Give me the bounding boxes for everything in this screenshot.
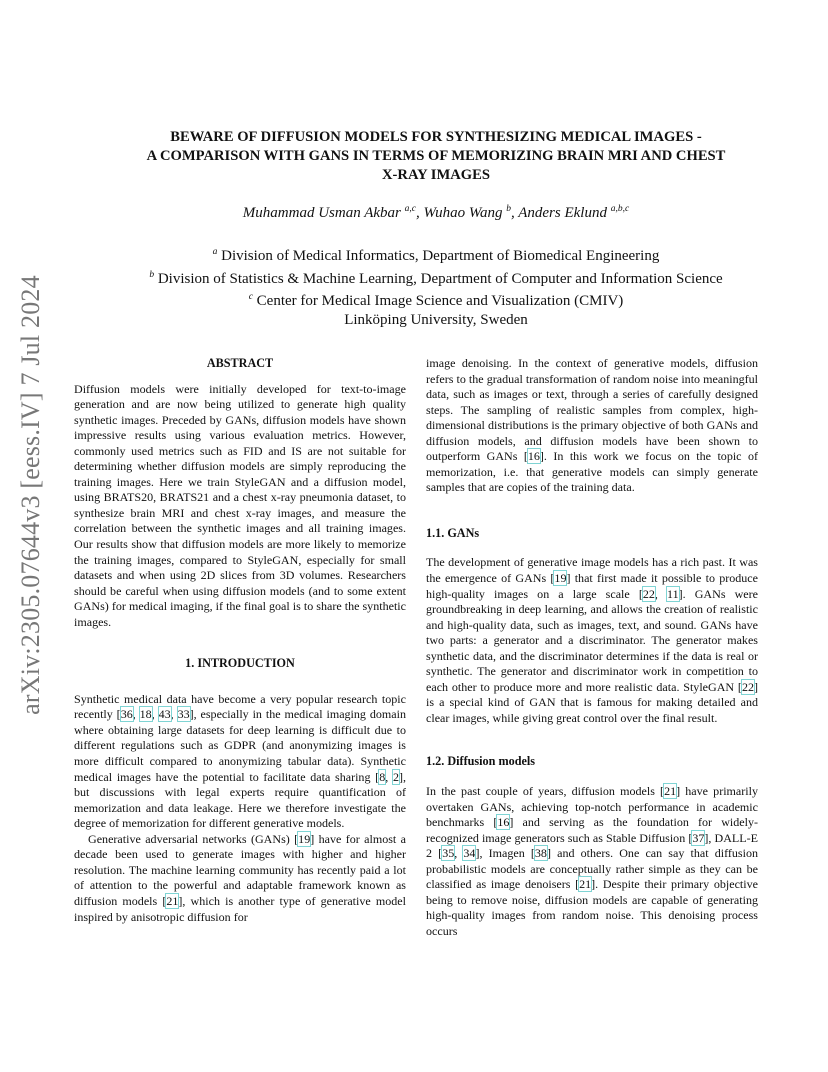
text-run: ], Imagen [ — [475, 846, 535, 861]
text-run: ]. In this work we focus on the topic of memorization, i.e. that generative models can simply generate samples that are copies of the training data. — [426, 449, 758, 495]
intro-paragraph-1: Synthetic medical data have become a very popular research topic recently [36, 18, 43, 33], especially in the medical imaging domain where obtaining large datasets for deep learning is difficult due to different regulations such as GDPR (and anonymizing images is more difficult compared to anonymizing tabular data). Synthetic medical images have the potential to facilitate data sharing [8, 2], but discussions with legal experts require quantification of memorization and data leakage. Here we therefore investigate the degree of memorization for different generative models. — [74, 691, 406, 831]
citation-link[interactable]: 21 — [166, 893, 179, 908]
affiliation-line — [86, 311, 786, 330]
text-run: ], but discussions with legal experts require quantification of memorization and data leakage. Here we therefore investigate the degree of memorization for different generative models. — [74, 769, 406, 831]
title-line: A COMPARISON WITH GANS IN TERMS OF MEMORIZING BRAIN MRI AND CHEST — [146, 148, 726, 164]
affiliation-text: Division of Statistics & Machine Learning, Department of Computer and Information Science — [157, 270, 723, 287]
affiliation-text: Linköping University, Sweden — [344, 311, 528, 328]
affiliation-line — [86, 243, 786, 266]
text-run: ] is a special kind of GAN that is famous for making detailed and clear images, while giving great control over the final result. — [426, 679, 758, 725]
text-run: ] and others. One can say that diffusion probabilistic models are conceptually rather simple as they can be classified as image denoisers [ — [426, 846, 758, 892]
right-column — [426, 356, 758, 940]
affiliation-text: Division of Medical Informatics, Department of Biomedical Engineering — [221, 248, 660, 264]
text-run: ] have primarily overtaken GANs, achieving top-notch performance in academic benchmarks [ — [426, 784, 758, 830]
citation-link[interactable]: 33 — [177, 707, 190, 722]
gans-paragraph: The development of generative image models has a rich past. It was the emergence of GANs [19] that first made it possible to produce high-quality images on a large scale [22, 11]. GANs were groundbreaking in deep learning, and allows the creation of realistic and high-quality data, such as images, text, and sound. GANs have two parts: a generator and a discriminator. The generator makes synthetic data, and the discriminator determines if the data is real or synthetic. The generator and discriminator work in competition to each other to produce more and more realistic data. StyleGAN [22] is a special kind of GAN that is famous for making detailed and clear images, while giving great control over the final result. — [426, 555, 759, 725]
citation-link[interactable]: 22 — [642, 586, 655, 601]
affiliation-line — [86, 266, 786, 289]
author-list: Muhammad Usman Akbar $^{a,c}$, Wuhao Wang $^b$, Anders Eklund $^{a,b,c}$ — [242, 204, 630, 221]
author-affiliation-mark: a,c — [404, 204, 416, 214]
author-affiliation-mark: a,b,c — [610, 204, 630, 214]
left-column — [74, 356, 406, 925]
intro-paragraph-2 — [74, 832, 406, 925]
text-run: ]. GANs were groundbreaking in deep learning, and allows the creation of realistic and high-quality data, such as images, text, and sound. GANs have two parts: a generator and a discriminator. The generator makes synthetic data, and the discriminator determines if the data is real or synthetic. The generator and discriminator work in competition to each other to produce more and more realistic data. StyleGAN [ — [426, 586, 759, 694]
text-run: ] and serving as the foundation for widely-recognized image generators such as Stable Diffusion [ — [426, 815, 758, 845]
gans-heading: 1.1. GANs — [426, 525, 480, 540]
text-run: In the past couple of years, diffusion models [ — [426, 784, 665, 799]
text-run: ], DALL-E 2 [ — [426, 830, 758, 861]
affiliation-text: Center for Medical Image Science and Visualization (CMIV) — [256, 293, 624, 310]
affiliation-mark: a — [212, 247, 218, 257]
citation-link[interactable]: 2 — [392, 769, 399, 784]
citation-link[interactable]: 36 — [120, 707, 133, 722]
citation-link[interactable]: 37 — [692, 830, 705, 845]
author-name: Muhammad Usman Akbar — [242, 205, 401, 221]
citation-link[interactable]: 11 — [667, 586, 679, 601]
paper-title — [86, 128, 786, 185]
text-run: Generative adversarial networks (GANs) [ — [88, 831, 299, 846]
arxiv-identifier: arXiv:2305.07644v3 [eess.IV] 7 Jul 2024 — [16, 275, 45, 715]
citation-link[interactable]: 21 — [664, 784, 677, 799]
citation-link[interactable]: 35 — [442, 846, 455, 861]
intro-continuation — [426, 356, 758, 496]
citation-link[interactable]: 38 — [534, 846, 547, 861]
citation-link[interactable]: 21 — [579, 877, 592, 892]
citation-link[interactable]: 18 — [139, 707, 152, 722]
text-run: ] that first made it possible to produce high-quality images on a large scale [ — [426, 571, 758, 601]
affiliation-line — [86, 288, 786, 311]
text-run: ], especially in the medical imaging domain where obtaining large datasets for deep learning is difficult due to different regulations such as GDPR (and anonymizing images is more difficult compared to anonymizing tabular data). Synthetic medical images have the potential to facilitate data sharing [ — [74, 707, 406, 784]
text-run: Synthetic medical data have become a very popular research topic recently [ — [74, 691, 406, 722]
text-run: ]. Despite their primary objective being to remove noise, diffusion models are capable of generating high-quality images from random noise. This denoising process occurs — [426, 877, 758, 938]
text-run: ] have for almost a decade been used to generate images with higher and higher resolution. The machine learning community has recently paid a lot of attention to the powerful and adaptable framework known as diffusion models [ — [74, 831, 406, 908]
citation-link[interactable]: 8 — [379, 769, 386, 784]
diffusion-models-heading: 1.2. Diffusion models — [426, 754, 536, 769]
citation-link[interactable]: 16 — [527, 449, 540, 464]
abstract-text: Diffusion models were initially developed for text-to-image generation and are now being utilized to generate high quality synthetic images. Preceded by GANs, diffusion models have shown impressive results using various evaluation metrics. However, commonly used metrics such as FID and IS are not suitable for determining whether diffusion models are simply reproducing the training images. Here we train StyleGAN and a diffusion model, using BRATS20, BRATS21 and a chest x-ray pneumonia dataset, to synthesize brain MRI and chest x-ray images, and measure the correlation between the synthetic images and all training images. Our results show that diffusion models are more likely to memorize the training images, compared to StyleGAN, especially for small datasets and when using 2D slices from 3D volumes. Researchers should be careful when using diffusion models (and to some extent GANs) for medical imaging, if the final goal is to share the synthetic images. — [74, 381, 406, 629]
title-line: BEWARE OF DIFFUSION MODELS FOR SYNTHESIZING MEDICAL IMAGES - — [170, 129, 702, 145]
introduction-heading: 1. INTRODUCTION — [185, 656, 295, 671]
title-line: X-RAY IMAGES — [382, 167, 490, 183]
citation-link[interactable]: 19 — [298, 831, 311, 846]
citation-link[interactable]: 22 — [741, 679, 754, 694]
author-name: Anders Eklund — [518, 205, 607, 221]
diffusion-paragraph: In the past couple of years, diffusion models [21] have primarily overtaken GANs, achieving top-notch performance in academic benchmarks [16] and serving as the foundation for widely-recognized image generators such as Stable Diffusion [37], DALL-E 2 [35, 34], Imagen [38] and others. One can say that diffusion probabilistic models are conceptually rather simple as they can be classified as image denoisers [21]. Despite their primary objective being to remove noise, diffusion models are capable of generating high-quality images from random noise. This denoising process occurs — [426, 784, 758, 938]
text-run: ], which is another type of generative model inspired by anisotropic diffusion for — [74, 893, 406, 924]
arxiv-sidebar — [10, 275, 52, 715]
author-affiliation-mark: b — [506, 204, 511, 214]
citation-link[interactable]: 16 — [497, 815, 510, 830]
citation-link[interactable]: 34 — [463, 846, 476, 861]
affiliation-mark: c — [248, 292, 253, 303]
text-run: The development of generative image models has a rich past. It was the emergence of GANs [ — [426, 555, 758, 586]
affiliation-mark: b — [149, 269, 155, 280]
abstract-heading: ABSTRACT — [206, 356, 274, 370]
author-name: Wuhao Wang — [423, 205, 503, 221]
citation-link[interactable]: 43 — [158, 707, 171, 722]
text-run: image denoising. In the context of generative models, diffusion refers to the gradual transformation of random noise into meaningful data, such as images or text, through a series of carefully designed steps. The sampling of realistic samples from complex, high-dimensional distributions is the primary objective of both GANs and diffusion models, and diffusion models have been shown to outperform GANs [ — [426, 356, 758, 464]
citation-link[interactable]: 19 — [554, 571, 567, 586]
affiliation-list — [86, 243, 786, 329]
